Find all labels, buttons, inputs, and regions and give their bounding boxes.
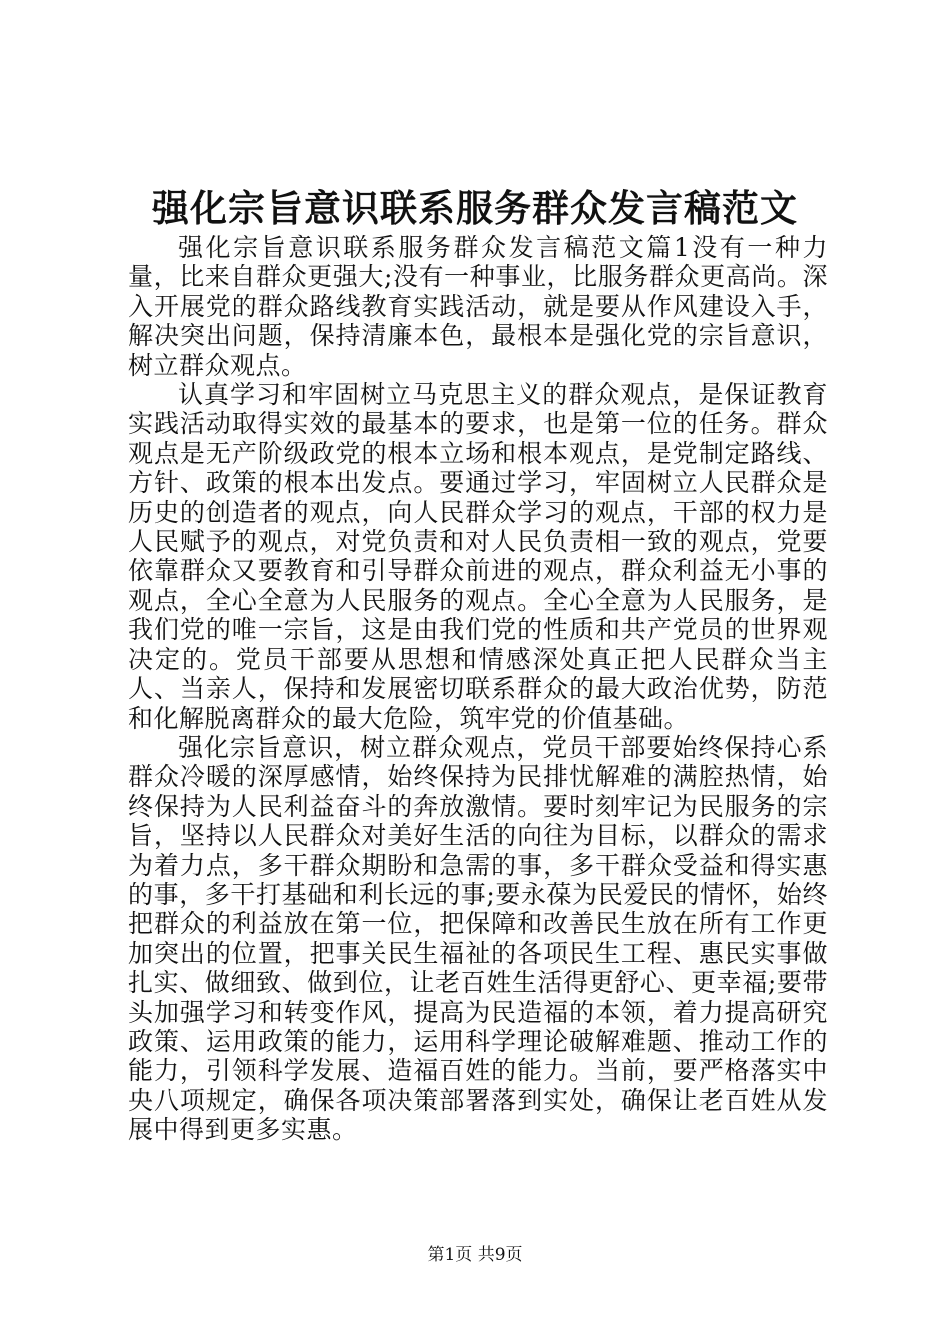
document-body: [128, 233, 828, 1145]
paragraph-2: 认真学习和牢固树立马克思主义的群众观点，是保证教育实践活动取得实效的最基本的要求，也是第一位的任务。群众观点是无产阶级政党的根本立场和根本观点，是党制定路线、方针、政策的根本出发点。要通过学习，牢固树立人民群众是历史的创造者的观点，向人民群众学习的观点，干部的权力是人民赋予的观点，对党负责和对人民负责相一致的观点，党要依靠群众又要教育和引导群众前进的观点，群众利益无小事的观点，全心全意为人民服务的观点。全心全意为人民服务，是我们党的唯一宗旨，这是由我们党的性质和共产党员的世界观决定的。党员干部要从思想和情感深处真正把人民群众当主人、当亲人，保持和发展密切联系群众的最大政治优势，防范和化解脱离群众的最大危险，筑牢党的价值基础。: [128, 380, 828, 733]
document-title: 强化宗旨意识联系服务群众发言稿范文: [152, 186, 798, 230]
paragraph-3: 强化宗旨意识，树立群众观点，党员干部要始终保持心系群众冷暖的深厚感情，始终保持为民排忧解难的满腔热情，始终保持为人民利益奋斗的奔放激情。要时刻牢记为民服务的宗旨，坚持以人民群众对美好生活的向往为目标，以群众的需求为着力点，多干群众期盼和急需的事，多干群众受益和得实惠的事，多干打基础和利长远的事;要永葆为民爱民的情怀，始终把群众的利益放在第一位，把保障和改善民生放在所有工作更加突出的位置，把事关民生福祉的各项民生工程、惠民实事做扎实、做细致、做到位，让老百姓生活得更舒心、更幸福;要带头加强学习和转变作风，提高为民造福的本领，着力提高研究政策、运用政策的能力，运用科学理论破解难题、推动工作的能力，引领科学发展、造福百姓的能力。当前，要严格落实中央八项规定，确保各项决策部署落到实处，确保让老百姓从发展中得到更多实惠。: [128, 732, 828, 1145]
paragraph-1: 强化宗旨意识联系服务群众发言稿范文篇1没有一种力量，比来自群众更强大;没有一种事业，比服务群众更高尚。深入开展党的群众路线教育实践活动，就是要从作风建设入手，解决突出问题，保持清廉本色，最根本是强化党的宗旨意识，树立群众观点。: [128, 233, 828, 380]
page-number-footer: 第1页 共9页: [427, 1245, 523, 1265]
